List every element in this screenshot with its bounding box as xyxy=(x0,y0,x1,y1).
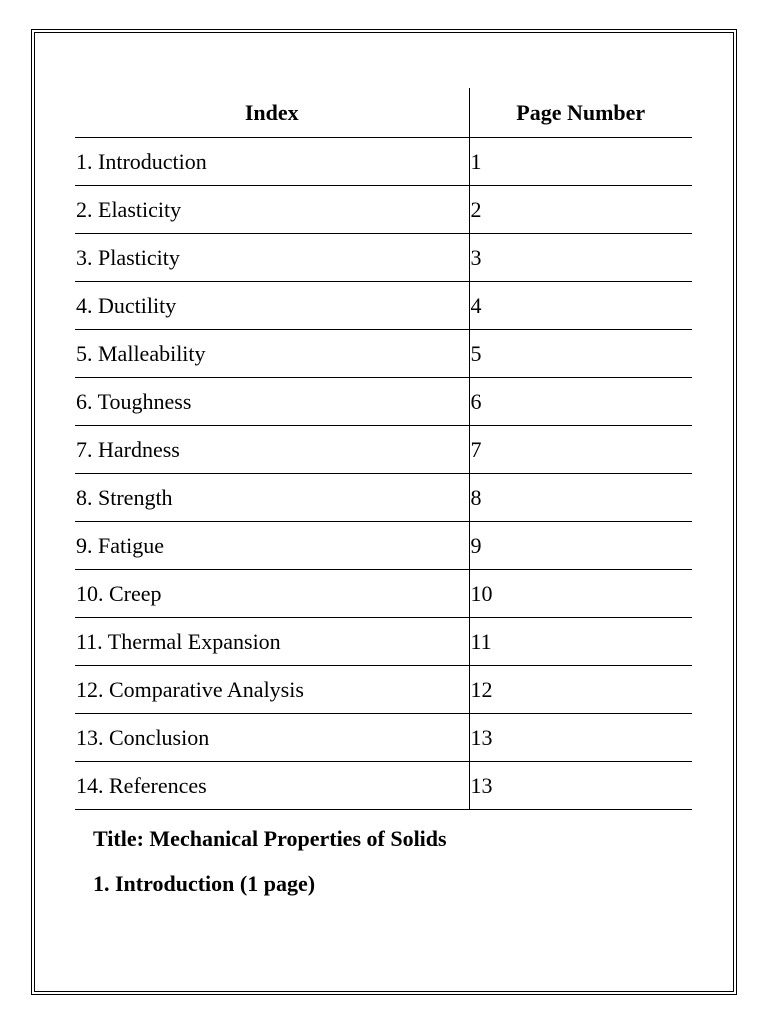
table-row xyxy=(75,666,692,714)
page-cell: 3 xyxy=(469,234,692,282)
table-row xyxy=(75,618,692,666)
topic-cell: 2. Elasticity xyxy=(75,186,469,234)
table-row xyxy=(75,330,692,378)
table-row xyxy=(75,186,692,234)
page-cell: 9 xyxy=(469,522,692,570)
page-cell: 12 xyxy=(469,666,692,714)
topic-cell: 14. References xyxy=(75,762,469,810)
topic-cell: 4. Ductility xyxy=(75,282,469,330)
section-heading: 1. Introduction (1 page) xyxy=(93,871,316,896)
topic-cell: 6. Toughness xyxy=(75,378,469,426)
page-cell: 8 xyxy=(469,474,692,522)
page-cell: 5 xyxy=(469,330,692,378)
table-row xyxy=(75,570,692,618)
topic-cell: 8. Strength xyxy=(75,474,469,522)
page-cell: 10 xyxy=(469,570,692,618)
topic-cell: 13. Conclusion xyxy=(75,714,469,762)
table-row xyxy=(75,714,692,762)
topic-cell: 5. Malleability xyxy=(75,330,469,378)
topic-cell: 12. Comparative Analysis xyxy=(75,666,469,714)
table-row xyxy=(75,522,692,570)
page-cell: 13 xyxy=(469,762,692,810)
topic-cell: 9. Fatigue xyxy=(75,522,469,570)
page-cell: 13 xyxy=(469,714,692,762)
page-cell: 1 xyxy=(469,138,692,186)
table-row xyxy=(75,234,692,282)
header-index: Index xyxy=(75,88,469,138)
table-row xyxy=(75,474,692,522)
document-title: Title: Mechanical Properties of Solids xyxy=(93,826,447,851)
page-cell: 6 xyxy=(469,378,692,426)
header-page-number: Page Number xyxy=(469,88,692,138)
topic-cell: 7. Hardness xyxy=(75,426,469,474)
index-table xyxy=(75,88,692,810)
table-row xyxy=(75,378,692,426)
table-row xyxy=(75,138,692,186)
table-row xyxy=(75,426,692,474)
page-cell: 4 xyxy=(469,282,692,330)
page-cell: 2 xyxy=(469,186,692,234)
table-header-row xyxy=(75,88,692,138)
page-cell: 7 xyxy=(469,426,692,474)
topic-cell: 11. Thermal Expansion xyxy=(75,618,469,666)
table-row xyxy=(75,282,692,330)
topic-cell: 3. Plasticity xyxy=(75,234,469,282)
topic-cell: 10. Creep xyxy=(75,570,469,618)
table-row xyxy=(75,762,692,810)
topic-cell: 1. Introduction xyxy=(75,138,469,186)
page-cell: 11 xyxy=(469,618,692,666)
